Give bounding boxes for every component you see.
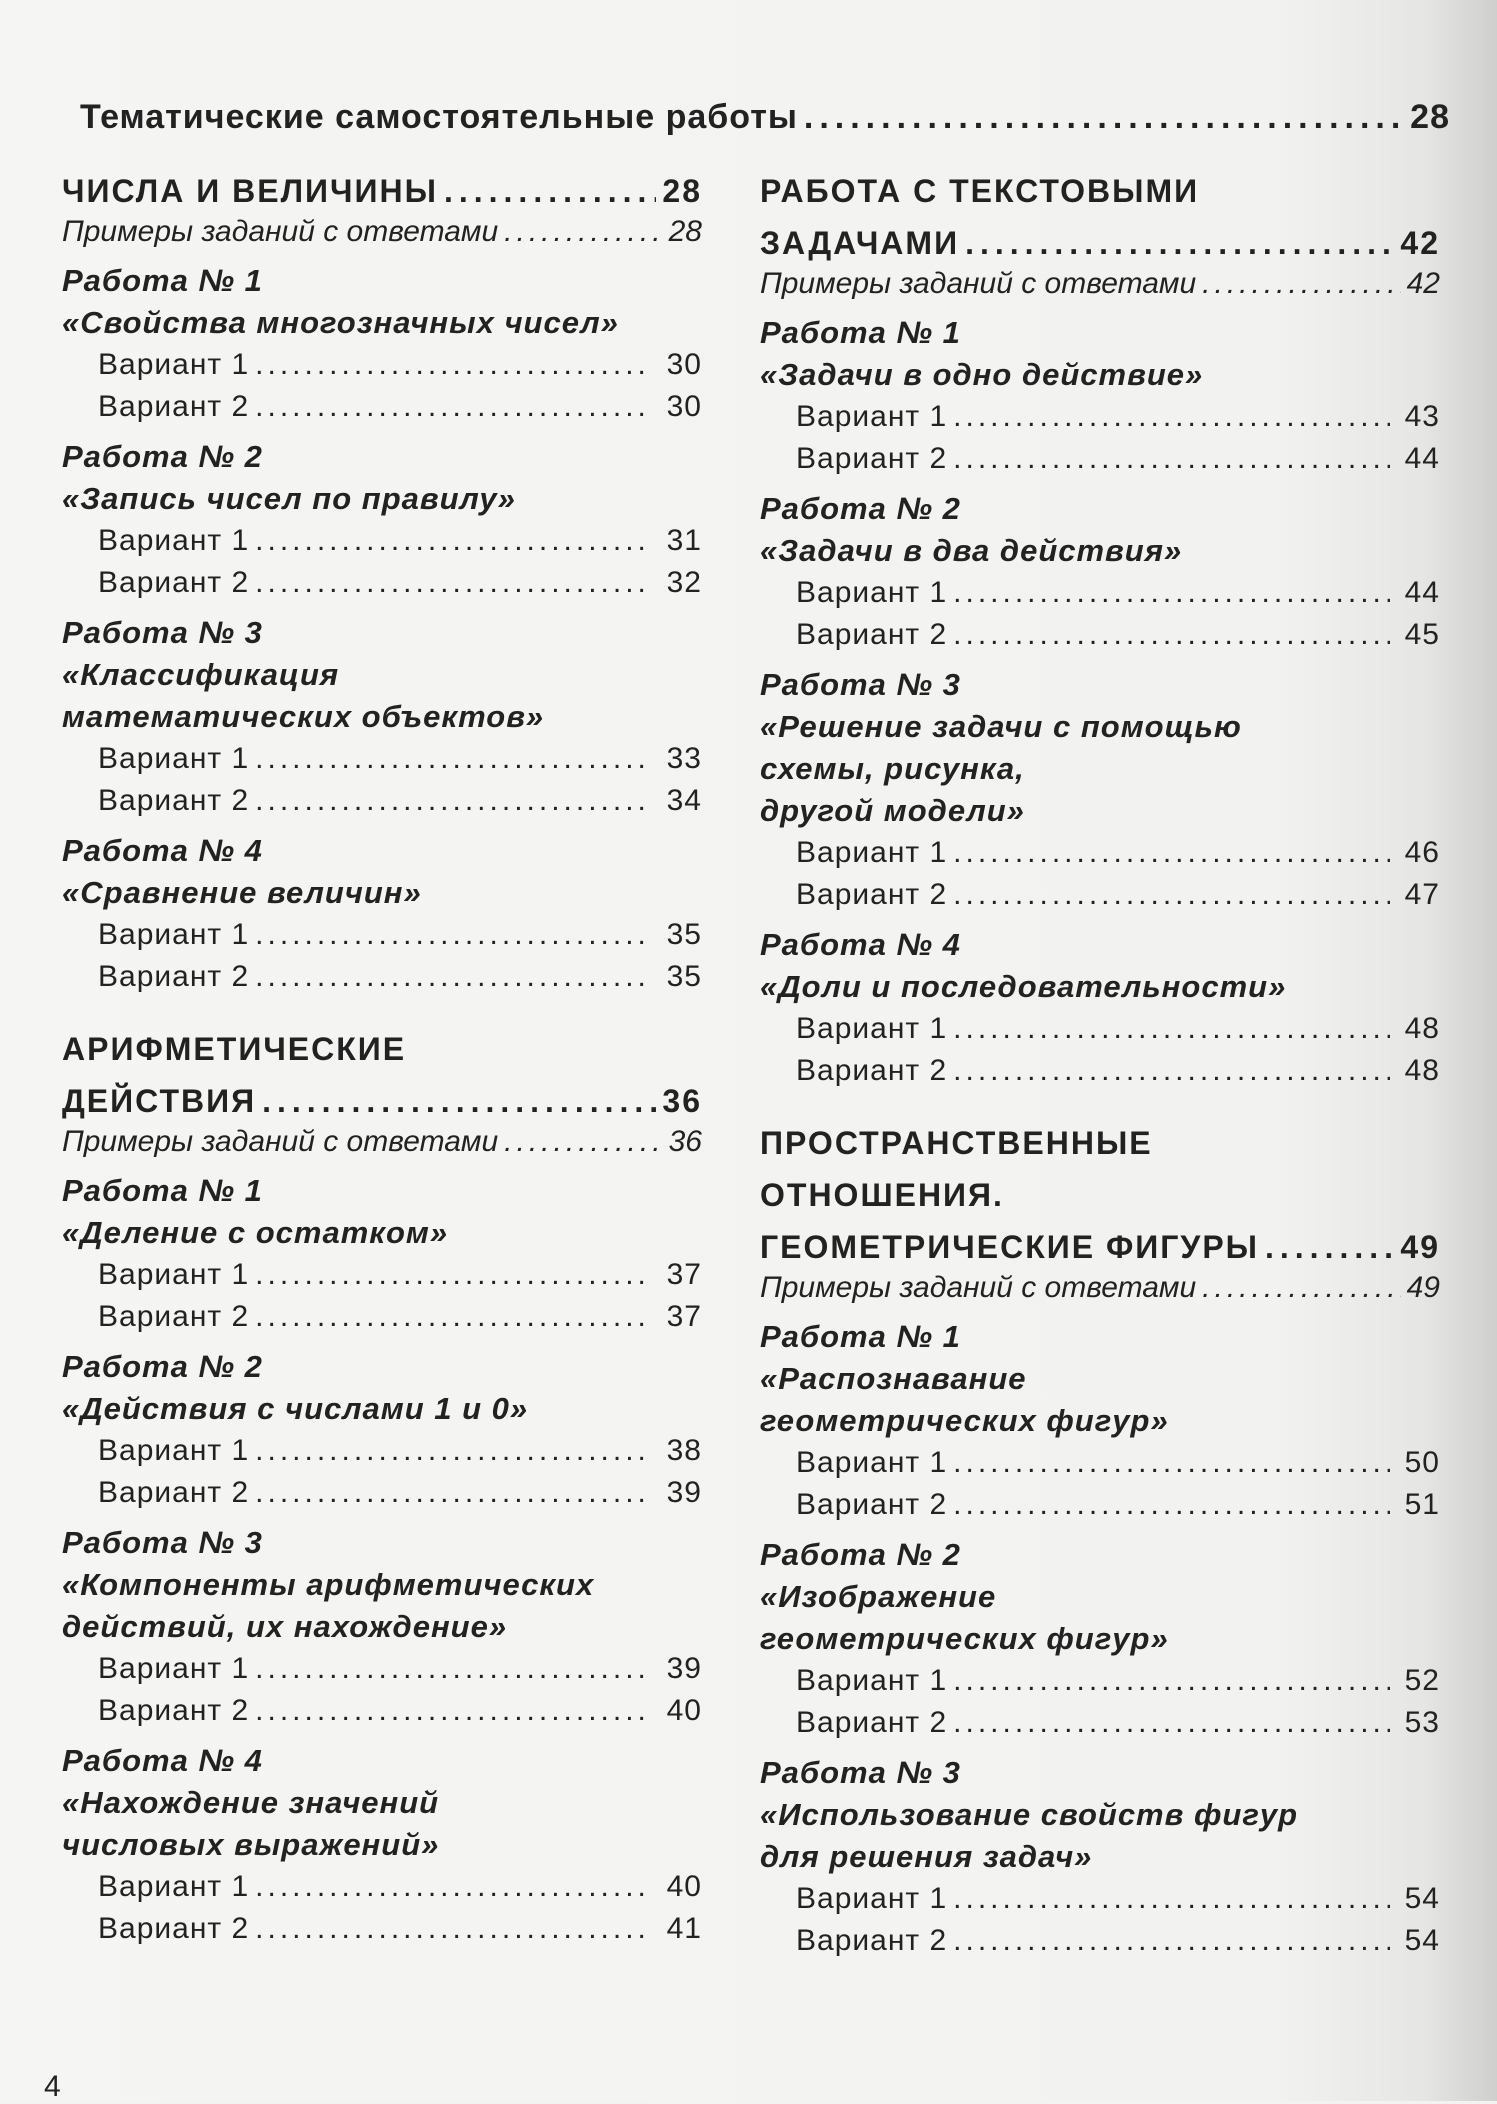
toc-section	[62, 1028, 702, 1950]
variant-page: 31	[666, 524, 702, 557]
leader-dots	[953, 396, 1390, 438]
variant-page: 35	[666, 918, 702, 951]
leader-dots	[262, 1080, 656, 1122]
variant-label: Вариант 1	[98, 918, 250, 951]
variant-label: Вариант 1	[98, 742, 250, 775]
examples-page: 36	[668, 1125, 702, 1158]
variant-page: 34	[666, 784, 702, 817]
work-name-line: «Распознавание	[760, 1361, 1027, 1396]
leader-dots	[953, 832, 1390, 874]
section-title-line: ДЕЙСТВИЯ	[62, 1083, 257, 1119]
variant-page: 39	[666, 1476, 702, 1509]
variant-row	[760, 1878, 1440, 1920]
variant-page: 48	[1404, 1012, 1440, 1045]
examples-row	[760, 264, 1440, 304]
toc-column-right	[760, 160, 1440, 1962]
work-name-line: «Компоненты арифметических	[62, 1567, 595, 1602]
leader-dots	[255, 520, 652, 562]
leader-dots	[953, 1920, 1390, 1962]
variant-label: Вариант 1	[796, 1446, 948, 1479]
leader-dots	[953, 1484, 1390, 1526]
variant-page: 39	[666, 1652, 702, 1685]
work-name-line: числовых выражений»	[62, 1827, 440, 1862]
leader-dots	[255, 738, 652, 780]
variant-row	[62, 1430, 702, 1472]
leader-dots	[255, 386, 652, 428]
section-title-line: ПРОСТРАНСТВЕННЫЕ	[760, 1125, 1153, 1161]
variant-row	[62, 1866, 702, 1908]
section-page: 36	[662, 1083, 702, 1119]
variant-label: Вариант 1	[796, 836, 948, 869]
examples-row	[760, 1268, 1440, 1308]
variant-row	[62, 386, 702, 428]
work-title: Работа № 1	[62, 1173, 263, 1208]
work-name-line: геометрических фигур»	[760, 1621, 1169, 1656]
leader-dots	[255, 1866, 652, 1908]
variant-label: Вариант 2	[98, 1694, 250, 1727]
variant-label: Вариант 1	[98, 1870, 250, 1903]
section-page: 42	[1400, 225, 1440, 261]
section-page: 28	[662, 173, 702, 209]
leader-dots	[1265, 1226, 1394, 1268]
leader-dots	[255, 1908, 652, 1950]
leader-dots	[965, 222, 1394, 264]
work-name-line: «Задачи в одно действие»	[760, 357, 1204, 392]
section-title-row	[760, 1226, 1440, 1268]
work-title: Работа № 1	[760, 1319, 961, 1354]
variant-row	[62, 1648, 702, 1690]
work-entry	[62, 436, 702, 604]
work-title: Работа № 1	[62, 263, 263, 298]
variant-row	[62, 914, 702, 956]
toc-header	[80, 98, 1450, 137]
work-name-line: «Классификация	[62, 657, 340, 692]
work-name-line: «Изображение	[760, 1579, 997, 1614]
work-name-line: «Свойства многозначных чисел»	[62, 305, 619, 340]
variant-page: 33	[666, 742, 702, 775]
variant-row	[62, 344, 702, 386]
variant-row	[760, 1920, 1440, 1962]
leader-dots	[953, 572, 1390, 614]
work-name-line: для решения задач»	[760, 1839, 1093, 1874]
variant-row	[62, 1472, 702, 1514]
variant-page: 38	[666, 1434, 702, 1467]
variant-label: Вариант 2	[796, 1488, 948, 1521]
section-title-line: АРИФМЕТИЧЕСКИЕ	[62, 1031, 407, 1067]
examples-row	[62, 212, 702, 252]
variant-row	[62, 562, 702, 604]
work-name-line: «Действия с числами 1 и 0»	[62, 1391, 529, 1426]
work-name-line: «Решение задачи с помощью	[760, 709, 1242, 744]
work-entry	[760, 488, 1440, 656]
leader-dots	[953, 874, 1390, 916]
variant-row	[760, 572, 1440, 614]
variant-row	[760, 438, 1440, 480]
variant-page: 44	[1404, 442, 1440, 475]
work-name-line: «Деление с остатком»	[62, 1215, 449, 1250]
section-title-row	[62, 170, 702, 212]
work-title: Работа № 4	[62, 1743, 263, 1778]
leader-dots	[255, 344, 652, 386]
work-name-line: математических объектов»	[62, 699, 545, 734]
variant-page: 37	[666, 1300, 702, 1333]
work-name-line: «Использование свойств фигур	[760, 1797, 1299, 1832]
work-title: Работа № 1	[760, 315, 961, 350]
variant-page: 46	[1404, 836, 1440, 869]
section-title-row	[760, 222, 1440, 264]
work-entry	[62, 830, 702, 998]
work-name-line: «Сравнение величин»	[62, 875, 422, 910]
variant-page: 51	[1404, 1488, 1440, 1521]
leader-dots	[255, 1648, 652, 1690]
examples-label: Примеры заданий с ответами	[760, 267, 1197, 300]
examples-label: Примеры заданий с ответами	[760, 1271, 1197, 1304]
variant-page: 44	[1404, 576, 1440, 609]
section-title-line: ЧИСЛА И ВЕЛИЧИНЫ	[62, 173, 438, 209]
work-entry	[760, 312, 1440, 480]
work-entry	[62, 1740, 702, 1950]
variant-page: 43	[1404, 400, 1440, 433]
variant-label: Вариант 2	[98, 390, 250, 423]
work-entry	[62, 612, 702, 822]
variant-label: Вариант 1	[98, 524, 250, 557]
variant-row	[760, 614, 1440, 656]
variant-label: Вариант 1	[98, 1258, 250, 1291]
work-title: Работа № 3	[760, 1755, 961, 1790]
work-name-line: «Доли и последовательности»	[760, 969, 1287, 1004]
toc-section	[760, 170, 1440, 1092]
variant-page: 41	[666, 1912, 702, 1945]
work-name-line: схемы, рисунка,	[760, 751, 1025, 786]
leader-dots	[1202, 264, 1400, 304]
work-title: Работа № 2	[760, 491, 961, 526]
variant-page: 30	[666, 348, 702, 381]
examples-label: Примеры заданий с ответами	[62, 1125, 499, 1158]
leader-dots	[255, 1296, 652, 1338]
leader-dots	[953, 1878, 1390, 1920]
leader-dots	[953, 438, 1390, 480]
work-name-line: «Запись чисел по правилу»	[62, 481, 516, 516]
leader-dots	[504, 212, 662, 252]
variant-label: Вариант 2	[796, 1924, 948, 1957]
variant-row	[760, 1702, 1440, 1744]
work-title: Работа № 2	[760, 1537, 961, 1572]
leader-dots	[1202, 1268, 1400, 1308]
leader-dots	[255, 1254, 652, 1296]
variant-label: Вариант 1	[796, 400, 948, 433]
examples-page: 28	[668, 215, 702, 248]
variant-page: 54	[1404, 1924, 1440, 1957]
leader-dots	[255, 562, 652, 604]
variant-row	[760, 396, 1440, 438]
variant-row	[62, 738, 702, 780]
variant-row	[62, 1908, 702, 1950]
work-title: Работа № 2	[62, 439, 263, 474]
variant-page: 48	[1404, 1054, 1440, 1087]
work-entry	[760, 1534, 1440, 1744]
leader-dots	[255, 956, 652, 998]
work-entry	[62, 1522, 702, 1732]
toc-header-page: 28	[1410, 98, 1450, 136]
work-name-line: другой модели»	[760, 793, 1025, 828]
variant-page: 54	[1404, 1882, 1440, 1915]
variant-label: Вариант 1	[796, 576, 948, 609]
variant-label: Вариант 1	[796, 1012, 948, 1045]
variant-row	[760, 832, 1440, 874]
page-number: 4	[44, 2070, 61, 2103]
leader-dots	[953, 1660, 1390, 1702]
variant-label: Вариант 2	[98, 784, 250, 817]
leader-dots	[953, 614, 1390, 656]
variant-row	[62, 1296, 702, 1338]
toc-section	[62, 170, 702, 998]
variant-page: 47	[1404, 878, 1440, 911]
work-title: Работа № 3	[62, 1525, 263, 1560]
variant-label: Вариант 2	[796, 442, 948, 475]
examples-page: 42	[1406, 267, 1440, 300]
variant-row	[760, 1050, 1440, 1092]
variant-label: Вариант 2	[98, 1912, 250, 1945]
toc-column-left	[62, 160, 702, 1950]
variant-page: 52	[1404, 1664, 1440, 1697]
work-entry	[62, 260, 702, 428]
variant-label: Вариант 1	[98, 1434, 250, 1467]
variant-label: Вариант 2	[98, 566, 250, 599]
variant-row	[760, 1660, 1440, 1702]
work-title: Работа № 4	[62, 833, 263, 868]
leader-dots	[444, 170, 656, 212]
work-title: Работа № 4	[760, 927, 961, 962]
leader-dots	[953, 1442, 1390, 1484]
variant-page: 35	[666, 960, 702, 993]
variant-row	[62, 1254, 702, 1296]
variant-page: 53	[1404, 1706, 1440, 1739]
work-entry	[760, 1316, 1440, 1526]
variant-row	[62, 520, 702, 562]
work-title: Работа № 3	[62, 615, 263, 650]
work-name-line: «Нахождение значений	[62, 1785, 440, 1820]
work-name-line: «Задачи в два действия»	[760, 533, 1183, 568]
variant-page: 45	[1404, 618, 1440, 651]
leader-dots	[255, 780, 652, 822]
variant-row	[760, 874, 1440, 916]
leader-dots	[804, 98, 1404, 137]
variant-label: Вариант 1	[98, 1652, 250, 1685]
leader-dots	[953, 1702, 1390, 1744]
work-entry	[760, 664, 1440, 916]
section-title-line: ГЕОМЕТРИЧЕСКИЕ ФИГУРЫ	[760, 1229, 1259, 1265]
variant-label: Вариант 2	[796, 1706, 948, 1739]
section-title-row	[62, 1080, 702, 1122]
leader-dots	[255, 1430, 652, 1472]
variant-label: Вариант 2	[796, 1054, 948, 1087]
leader-dots	[953, 1008, 1390, 1050]
work-entry	[62, 1170, 702, 1338]
leader-dots	[255, 914, 652, 956]
variant-row	[62, 780, 702, 822]
variant-row	[62, 1690, 702, 1732]
variant-label: Вариант 2	[98, 1300, 250, 1333]
variant-page: 37	[666, 1258, 702, 1291]
variant-row	[760, 1484, 1440, 1526]
leader-dots	[953, 1050, 1390, 1092]
examples-page: 49	[1406, 1271, 1440, 1304]
variant-page: 40	[666, 1694, 702, 1727]
work-name-line: действий, их нахождение»	[62, 1609, 508, 1644]
toc-section	[760, 1122, 1440, 1962]
work-entry	[62, 1346, 702, 1514]
section-title-line: РАБОТА С ТЕКСТОВЫМИ	[760, 173, 1200, 209]
variant-label: Вариант 1	[796, 1664, 948, 1697]
section-page: 49	[1400, 1229, 1440, 1265]
examples-row	[62, 1122, 702, 1162]
examples-label: Примеры заданий с ответами	[62, 215, 499, 248]
variant-label: Вариант 1	[98, 348, 250, 381]
work-title: Работа № 3	[760, 667, 961, 702]
variant-label: Вариант 2	[796, 618, 948, 651]
variant-label: Вариант 1	[796, 1882, 948, 1915]
work-entry	[760, 1752, 1440, 1962]
leader-dots	[255, 1690, 652, 1732]
variant-row	[62, 956, 702, 998]
variant-label: Вариант 2	[796, 878, 948, 911]
variant-row	[760, 1442, 1440, 1484]
work-entry	[760, 924, 1440, 1092]
variant-page: 32	[666, 566, 702, 599]
leader-dots	[255, 1472, 652, 1514]
variant-label: Вариант 2	[98, 960, 250, 993]
variant-page: 30	[666, 390, 702, 423]
section-title-line: ЗАДАЧАМИ	[760, 225, 960, 261]
work-title: Работа № 2	[62, 1349, 263, 1384]
toc-header-title: Тематические самостоятельные работы	[80, 98, 798, 136]
section-title-line: ОТНОШЕНИЯ.	[760, 1177, 1004, 1213]
variant-label: Вариант 2	[98, 1476, 250, 1509]
variant-page: 50	[1404, 1446, 1440, 1479]
work-name-line: геометрических фигур»	[760, 1403, 1169, 1438]
variant-row	[760, 1008, 1440, 1050]
leader-dots	[504, 1122, 662, 1162]
variant-page: 40	[666, 1870, 702, 1903]
